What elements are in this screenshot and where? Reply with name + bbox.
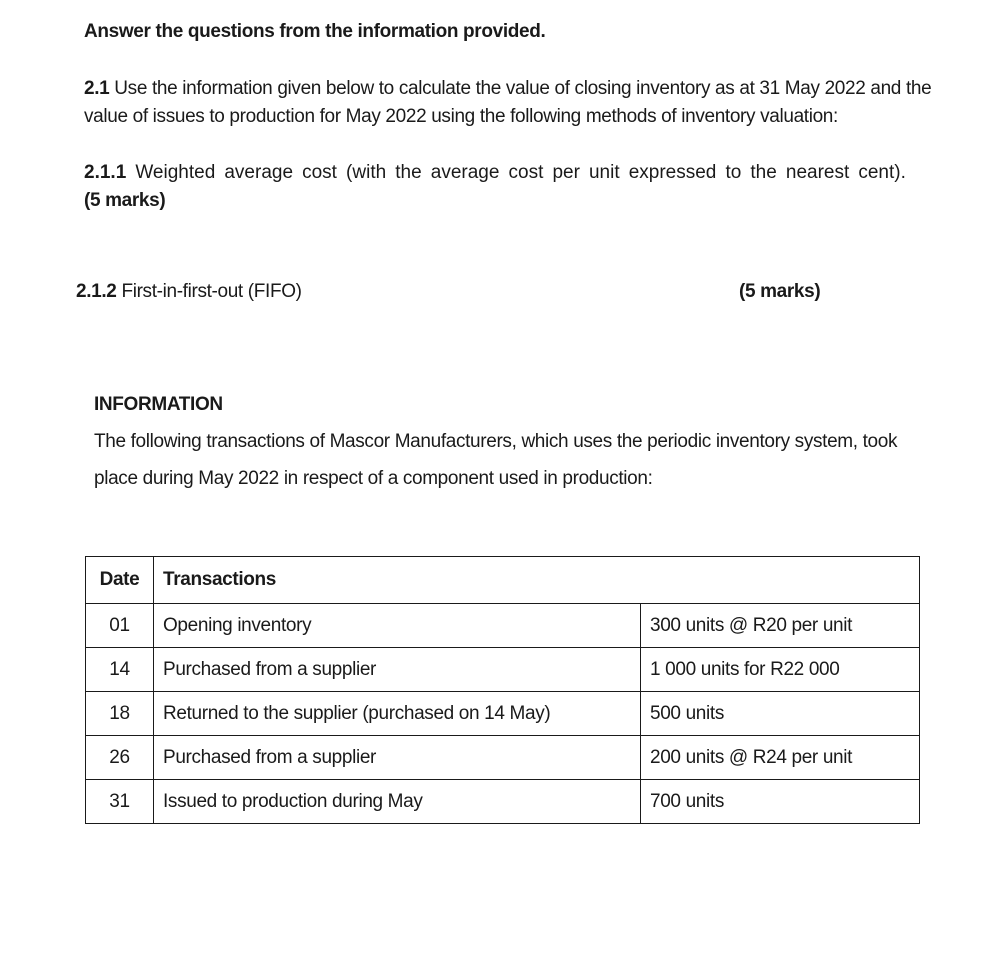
question-2-1-1-word: average (430, 162, 500, 183)
row-description: Purchased from a supplier (154, 736, 641, 780)
question-2-1-1-word: cost (302, 162, 337, 183)
question-2-1-1-word: nearest (785, 162, 850, 183)
row-description: Returned to the supplier (purchased on 14 May) (154, 692, 641, 736)
transactions-table (85, 556, 920, 824)
question-2-1-line-2: value of issues to production for May 2022 using the following methods of inventory valuation: (84, 106, 838, 127)
question-2-1-number: 2.1 (84, 78, 110, 99)
table-row (86, 780, 920, 824)
table-row (86, 604, 920, 648)
row-detail: 500 units (641, 692, 920, 736)
question-2-1-line-1 (84, 78, 931, 100)
question-2-1-1-word: per (552, 162, 580, 183)
question-2-1-1-word: the (750, 162, 777, 183)
row-description: Issued to production during May (154, 780, 641, 824)
transactions-column-header: Transactions (154, 557, 920, 604)
question-2-1-2-number: 2.1.2 (76, 281, 117, 302)
row-date: 31 (86, 780, 154, 824)
date-column-header: Date (86, 557, 154, 604)
row-date: 26 (86, 736, 154, 780)
row-detail: 200 units @ R24 per unit (641, 736, 920, 780)
information-heading: INFORMATION (94, 394, 223, 415)
question-2-1-2-marks: (5 marks) (739, 281, 821, 302)
row-description: Purchased from a supplier (154, 648, 641, 692)
table-row (86, 736, 920, 780)
information-text-line-2: place during May 2022 in respect of a component used in production: (94, 468, 653, 489)
question-2-1-2-line (76, 281, 302, 303)
table-row (86, 648, 920, 692)
question-2-1-1-word: to (725, 162, 742, 183)
question-2-1-1-word: cent). (858, 162, 906, 183)
question-2-1-1-word: the (395, 162, 422, 183)
row-detail: 1 000 units for R22 000 (641, 648, 920, 692)
table-row (86, 692, 920, 736)
question-2-1-1-word: cost (508, 162, 544, 183)
information-text-line-1: The following transactions of Mascor Manufacturers, which uses the periodic inventory system, took (94, 431, 898, 452)
row-detail: 700 units (641, 780, 920, 824)
row-detail: 300 units @ R20 per unit (641, 604, 920, 648)
question-2-1-text-1: Use the information given below to calculate the value of closing inventory as at 31 May 2022 and the (109, 78, 932, 99)
question-2-1-1-word: average (224, 162, 294, 183)
row-description: Opening inventory (154, 604, 641, 648)
question-2-1-1-word: unit (588, 162, 620, 183)
row-date: 01 (86, 604, 154, 648)
question-2-1-1-line (84, 162, 906, 184)
table-header-row (86, 557, 920, 604)
instruction-heading: Answer the questions from the information provided. (84, 21, 546, 42)
question-2-1-1-word: Weighted (135, 162, 216, 183)
question-2-1-1-word: expressed (628, 162, 717, 183)
row-date: 18 (86, 692, 154, 736)
question-2-1-2-text: First-in-first-out (FIFO) (116, 281, 302, 302)
question-2-1-1-marks: (5 marks) (84, 190, 166, 211)
question-2-1-1-word: (with (346, 162, 387, 183)
question-2-1-1-number: 2.1.1 (84, 162, 127, 183)
row-date: 14 (86, 648, 154, 692)
